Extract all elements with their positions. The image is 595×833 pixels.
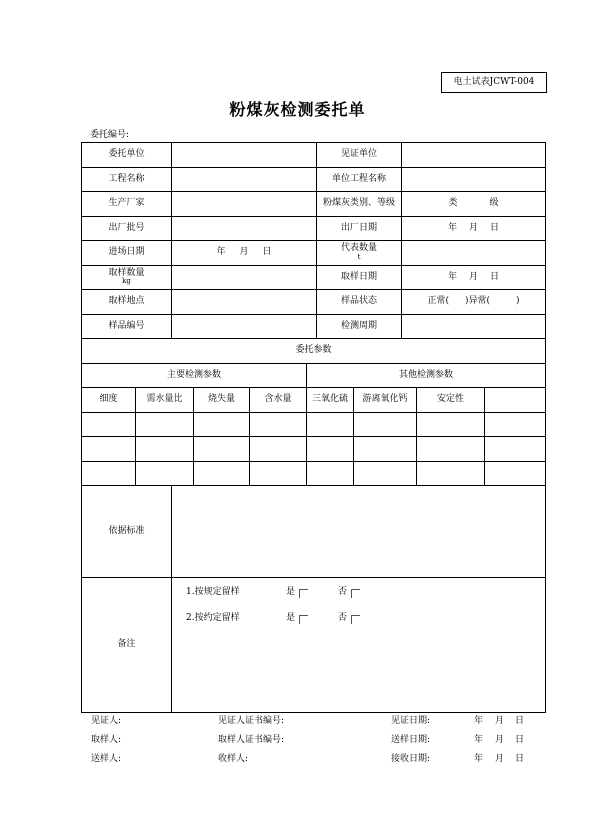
sample-place-field[interactable] — [172, 290, 317, 314]
receive-date-label: 接收日期: — [391, 754, 431, 764]
year-text: 年 — [474, 735, 484, 745]
param-cell[interactable] — [485, 462, 545, 486]
row-param-groups — [82, 364, 545, 389]
main-params-group: 主要检测参数 — [82, 364, 307, 388]
factory-date-field[interactable] — [402, 217, 545, 241]
param-data-row — [82, 462, 545, 487]
remark-item-2 — [186, 606, 360, 632]
remark-item-2-text: 2.按约定留样 — [186, 613, 240, 624]
sample-date-field[interactable] — [402, 266, 545, 290]
sample-no-label: 样品编号 — [82, 315, 172, 339]
day-text: 日 — [515, 735, 525, 745]
year-text: 年 — [447, 271, 457, 282]
state-normal: 正常( — [427, 296, 449, 307]
day-text: 日 — [490, 222, 500, 233]
sender-label: 送样人: — [91, 754, 122, 764]
rep-qty-label — [317, 241, 402, 265]
month-text: 月 — [239, 247, 249, 258]
batch-no-field[interactable] — [172, 217, 317, 241]
params-header: 委托参数 — [295, 345, 332, 356]
page-title: 粉煤灰检测委托单 — [229, 100, 366, 119]
param-cell[interactable] — [250, 413, 307, 437]
row-manufacturer — [82, 192, 545, 217]
param-cell[interactable] — [307, 437, 354, 461]
param-data-row — [82, 413, 545, 438]
no-text: 否 — [338, 613, 348, 624]
yes-checkbox[interactable] — [299, 589, 308, 598]
rep-qty-field[interactable] — [402, 241, 545, 265]
param-data-row — [82, 437, 545, 462]
remarks-label: 备注 — [82, 578, 172, 712]
sample-no-field[interactable] — [172, 315, 317, 339]
yes-text: 是 — [286, 587, 296, 598]
year-text: 年 — [216, 247, 226, 258]
batch-no-label: 出厂批号 — [82, 217, 172, 241]
day-text: 日 — [490, 271, 500, 282]
param-col — [485, 388, 545, 412]
row-basis — [82, 486, 545, 578]
ash-type-grade-field[interactable] — [402, 192, 545, 216]
sample-date-label: 取样日期 — [317, 266, 402, 290]
yes-text: 是 — [286, 613, 296, 624]
sampler-label: 取样人: — [91, 735, 122, 745]
remark-item-1 — [186, 580, 360, 606]
day-text: 日 — [515, 754, 525, 764]
send-date-label: 送样日期: — [391, 735, 431, 745]
witness-date-label: 见证日期: — [391, 716, 431, 726]
param-cell[interactable] — [136, 437, 194, 461]
param-cell[interactable] — [194, 437, 250, 461]
entrust-no-label: 委托编号: — [90, 130, 130, 140]
basis-field[interactable] — [172, 486, 545, 577]
param-cell[interactable] — [354, 413, 417, 437]
param-cell[interactable] — [485, 437, 545, 461]
ash-type-grade-label: 粉煤灰类别、等级 — [317, 192, 402, 216]
param-cell[interactable] — [417, 437, 485, 461]
row-sample-qty — [82, 266, 545, 291]
rep-qty-text: 代表数量 — [340, 243, 377, 254]
no-checkbox[interactable] — [351, 589, 360, 598]
param-cell[interactable] — [82, 413, 136, 437]
witness-label: 见证人: — [91, 716, 122, 726]
basis-label: 依据标准 — [82, 486, 172, 577]
param-cell[interactable] — [136, 413, 194, 437]
row-client — [82, 143, 545, 168]
factory-date-label: 出厂日期 — [317, 217, 402, 241]
param-cell[interactable] — [417, 413, 485, 437]
receiver-label: 收样人: — [218, 754, 249, 764]
entry-date-field[interactable] — [172, 241, 317, 265]
param-col: 游离氧化钙 — [354, 388, 417, 412]
sample-qty-unit: kg — [122, 277, 131, 286]
sample-place-label: 取样地点 — [82, 290, 172, 314]
param-cell[interactable] — [485, 413, 545, 437]
sample-qty-field[interactable] — [172, 266, 317, 290]
witness-unit-label: 见证单位 — [317, 143, 402, 167]
sampler-cert-label: 取样人证书编号: — [218, 735, 285, 745]
project-name-label: 工程名称 — [82, 168, 172, 192]
month-text: 月 — [495, 716, 505, 726]
row-sample-place — [82, 290, 545, 315]
sample-qty-label — [82, 266, 172, 290]
param-col: 细度 — [82, 388, 136, 412]
remark-item-1-text: 1.按规定留样 — [186, 587, 240, 598]
year-text: 年 — [474, 716, 484, 726]
day-text: 日 — [262, 247, 272, 258]
param-cell[interactable] — [354, 437, 417, 461]
test-period-label: 检测周期 — [317, 315, 402, 339]
day-text: 日 — [515, 716, 525, 726]
param-cell[interactable] — [82, 437, 136, 461]
param-col: 安定性 — [417, 388, 485, 412]
row-remarks — [82, 578, 545, 712]
param-cell[interactable] — [417, 462, 485, 486]
sample-qty-text: 取样数量 — [108, 267, 145, 278]
param-cell[interactable] — [307, 413, 354, 437]
witness-unit-field[interactable] — [402, 143, 545, 167]
param-cell[interactable] — [250, 437, 307, 461]
other-params-group: 其他检测参数 — [398, 369, 453, 380]
param-cell[interactable] — [136, 462, 194, 486]
rep-qty-unit: t — [357, 252, 361, 261]
state-close: ) — [516, 296, 520, 307]
param-cell[interactable] — [82, 462, 136, 486]
month-text: 月 — [468, 222, 478, 233]
form-code: 电土试表JCWT-004 — [441, 72, 547, 93]
month-text: 月 — [468, 271, 478, 282]
param-cell[interactable] — [354, 462, 417, 486]
param-col: 三氧化硫 — [307, 388, 354, 412]
client-label: 委托单位 — [82, 143, 172, 167]
param-cell[interactable] — [194, 413, 250, 437]
param-cell[interactable] — [194, 462, 250, 486]
entrust-form-table — [81, 142, 546, 713]
entry-date-label: 进场日期 — [82, 241, 172, 265]
no-checkbox[interactable] — [351, 615, 360, 624]
no-text: 否 — [338, 587, 348, 598]
manufacturer-field[interactable] — [172, 192, 317, 216]
test-period-field[interactable] — [402, 315, 545, 339]
yes-checkbox[interactable] — [299, 615, 308, 624]
row-params-header — [82, 339, 545, 364]
type-label: 类 — [448, 198, 458, 209]
sample-state-field[interactable] — [402, 290, 545, 314]
row-project — [82, 168, 545, 193]
param-col: 需水量比 — [136, 388, 194, 412]
year-text: 年 — [474, 754, 484, 764]
state-abnormal: )异常( — [464, 296, 491, 307]
remarks-field — [172, 578, 545, 712]
param-cell[interactable] — [307, 462, 354, 486]
unit-project-name-field[interactable] — [402, 168, 545, 192]
row-sample-no — [82, 315, 545, 340]
unit-project-name-label: 单位工程名称 — [317, 168, 402, 192]
month-text: 月 — [495, 735, 505, 745]
manufacturer-label: 生产厂家 — [82, 192, 172, 216]
param-col: 含水量 — [250, 388, 307, 412]
sample-state-label: 样品状态 — [317, 290, 402, 314]
row-batch — [82, 217, 545, 242]
year-text: 年 — [447, 222, 457, 233]
witness-cert-label: 见证人证书编号: — [218, 716, 285, 726]
row-param-columns — [82, 388, 545, 413]
grade-label: 级 — [489, 198, 499, 209]
param-col: 烧失量 — [194, 388, 250, 412]
client-field[interactable] — [172, 143, 317, 167]
param-cell[interactable] — [250, 462, 307, 486]
row-entry — [82, 241, 545, 266]
project-name-field[interactable] — [172, 168, 317, 192]
month-text: 月 — [495, 754, 505, 764]
